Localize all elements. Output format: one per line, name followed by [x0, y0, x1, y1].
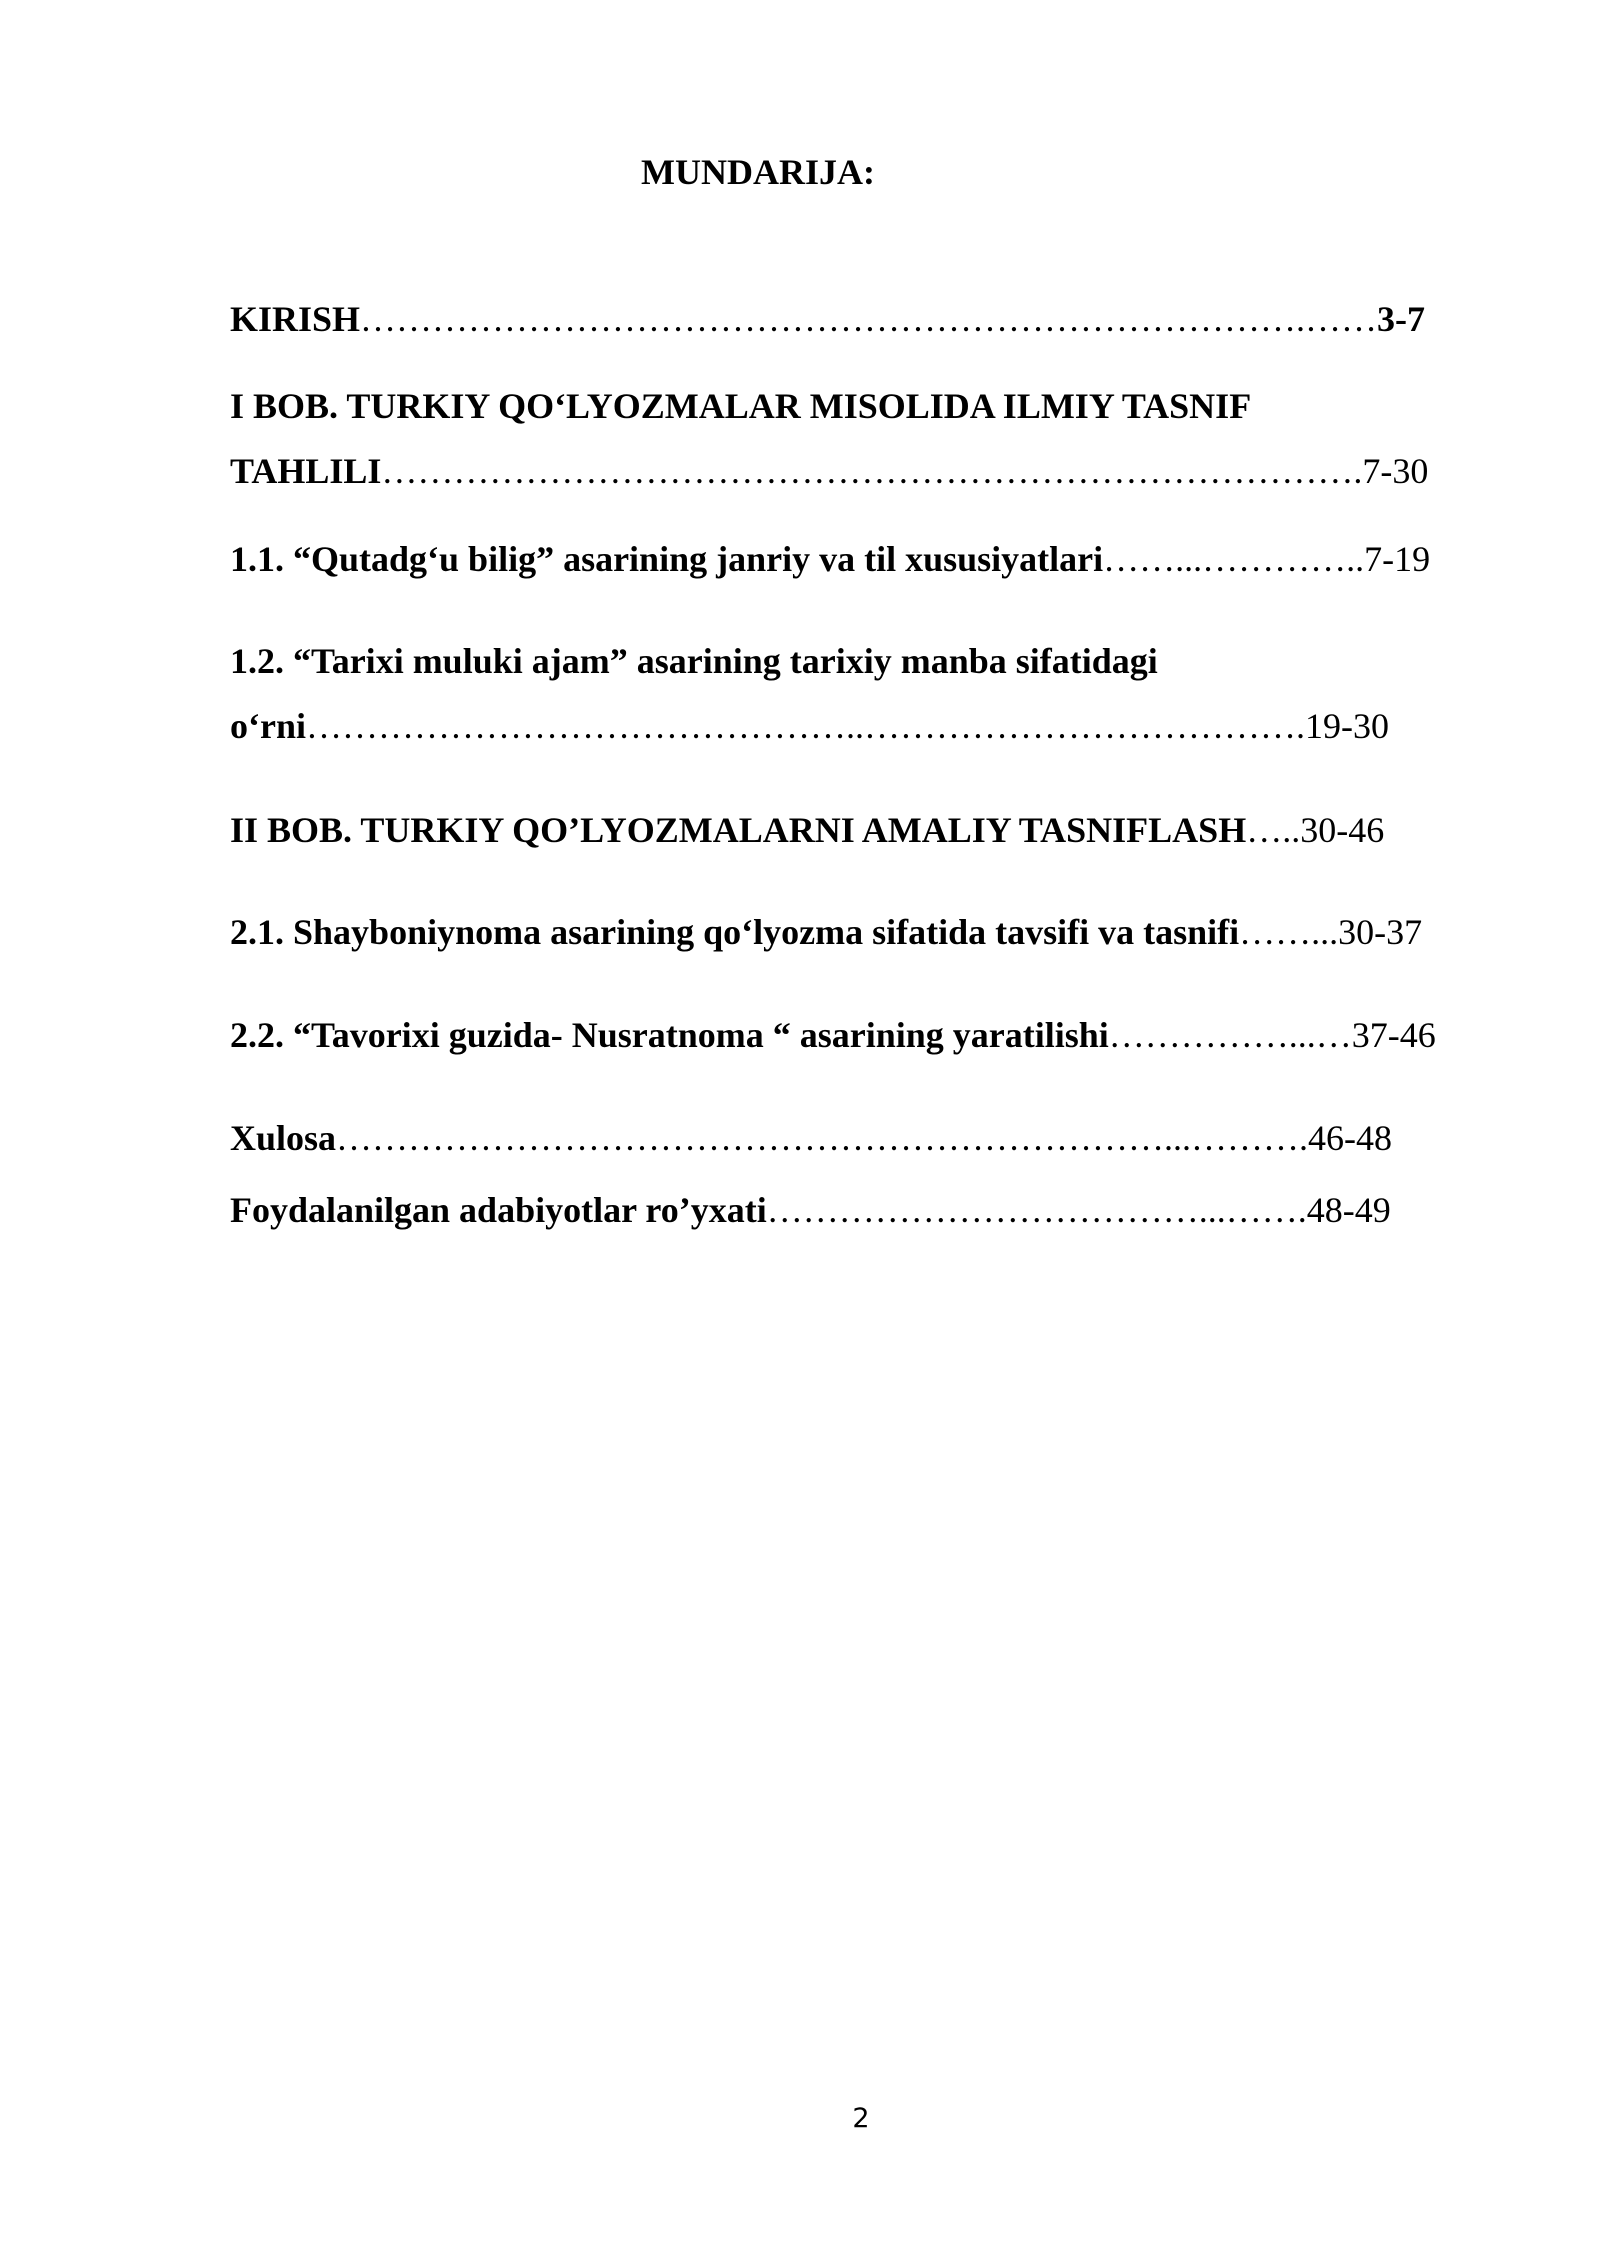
toc-entry-title: 2.2. “Tavorixi guzida- Nusratnoma “ asarining yaratilishi: [230, 1015, 1109, 1055]
toc-page-range: 48-49: [1306, 1190, 1391, 1230]
toc-entry-title-continued: TAHLILI: [230, 451, 382, 491]
toc-entry-section-1-2-line2: [230, 704, 1495, 748]
toc-entry-title: KIRISH: [230, 299, 361, 339]
toc-entry-section-1-2-line1: [230, 639, 1495, 683]
toc-page-range: 37-46: [1351, 1015, 1436, 1055]
toc-entry-title: II BOB. TURKIY QO’LYOZMALARNI AMALIY TASNIFLASH: [230, 810, 1247, 850]
toc-leader: ……………………………………………………………...……….: [336, 1118, 1309, 1158]
toc-page-range: 46-48: [1308, 1118, 1393, 1158]
toc-entry-kirish: [230, 297, 1495, 341]
toc-leader: ……...: [1239, 912, 1339, 952]
toc-leader: ……………...…: [1108, 1015, 1352, 1055]
toc-entry-title: 1.2. “Tarixi muluki ajam” asarining tarixiy manba sifatidagi: [230, 641, 1158, 681]
page-number: 2: [852, 2103, 870, 2134]
toc-leader: …………………………………………………………………….……: [360, 299, 1378, 339]
toc-leader: ……………………………………………………………………….: [381, 451, 1363, 491]
toc-entry-section-2-1: [230, 910, 1495, 954]
toc-page-range: 19-30: [1305, 706, 1389, 746]
toc-leader: ……...…………..: [1103, 539, 1365, 579]
toc-page-range: 30-46: [1300, 810, 1385, 850]
toc-entry-section-1-1: [230, 537, 1495, 581]
toc-entry-title-continued: o‘rni: [230, 706, 306, 746]
toc-leader: ………………………………………..……………………………….: [306, 706, 1305, 746]
toc-leader: …..: [1246, 810, 1301, 850]
toc-page-range: 3-7: [1377, 299, 1426, 339]
toc-page-range: 7-30: [1362, 451, 1429, 491]
toc-entry-xulosa: [230, 1116, 1495, 1160]
toc-entry-section-2-2: [230, 1013, 1495, 1057]
toc-entry-title: 2.1. Shayboniynoma asarining qo‘lyozma sifatida tavsifi va tasnifi: [230, 912, 1240, 952]
toc-page-range: 7-19: [1364, 539, 1431, 579]
toc-entry-adabiyotlar: [230, 1188, 1495, 1232]
toc-entry-title: Foydalanilgan adabiyotlar ro’yxati: [230, 1190, 767, 1230]
toc-entry-bob1-line1: [230, 384, 1495, 428]
toc-entry-title: I BOB. TURKIY QO‘LYOZMALAR MISOLIDA ILMIY TASNIF: [230, 386, 1252, 426]
toc-title: MUNDARIJA:: [641, 152, 875, 192]
toc-entry-title: 1.1. “Qutadg‘u bilig” asarining janriy va til xususiyatlari: [230, 539, 1104, 579]
toc-page-range: 30-37: [1338, 912, 1423, 952]
toc-leader: ………………………………...…….: [766, 1190, 1307, 1230]
toc-entry-bob2: [230, 808, 1495, 852]
toc-entry-title: Xulosa: [230, 1118, 337, 1158]
toc-entry-bob1-line2: [230, 449, 1495, 493]
